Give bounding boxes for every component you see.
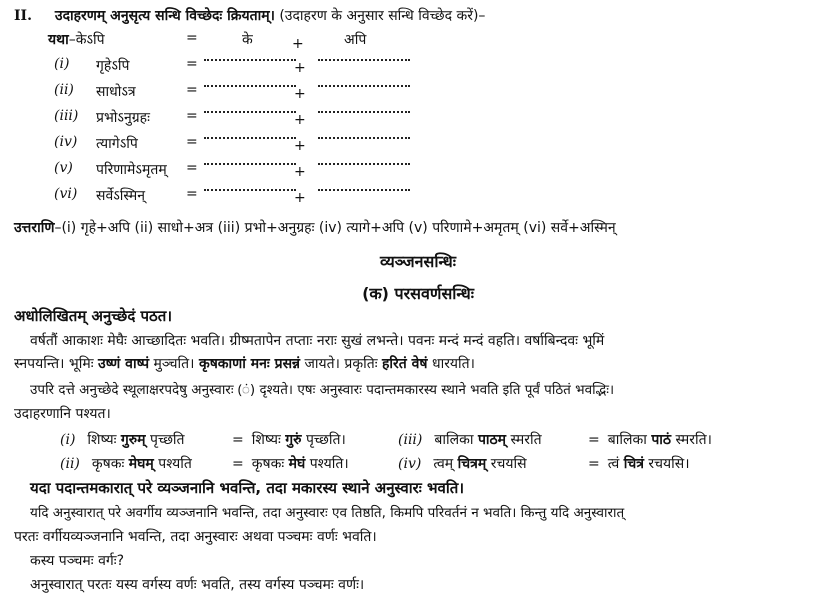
example-original xyxy=(398,430,542,449)
equals-sign: = xyxy=(186,56,198,72)
exercise-number: (i) xyxy=(54,56,70,72)
answer-blank-left[interactable] xyxy=(204,162,296,165)
answer-blank-left[interactable] xyxy=(204,188,296,191)
example-text: पश्यति xyxy=(153,456,192,472)
example-number: (i) xyxy=(60,432,76,448)
example-left-part: के xyxy=(242,32,253,48)
exercise-word: गृहेऽपि xyxy=(96,58,130,74)
answer-blank-left[interactable] xyxy=(204,84,296,87)
para-text: स्नपयन्ति। भूमिः xyxy=(14,356,98,372)
bold-word: मेघम् xyxy=(128,456,154,472)
bold-phrase: उष्णं वाष्पं xyxy=(97,356,150,372)
exercise-word: त्यागेऽपि xyxy=(96,136,138,152)
bold-phrase: हरितं वेषं xyxy=(381,356,428,372)
example-text: शिष्यः xyxy=(251,432,286,448)
exercise-number: (vi) xyxy=(54,186,78,202)
bold-word: पाठं xyxy=(651,432,672,448)
example-text: पृच्छति। xyxy=(301,432,346,448)
answers-text: –(i) गृहे+अपि (ii) साधो+अत्र (iii) प्रभो+अनुग्रहः (iv) त्यागे+अपि (v) परिणामे+अमृतम् (vi) सर्वे+अस्मिन् xyxy=(54,220,616,236)
paragraph-3-line-1: यदि अनुस्वारात् परे अवर्गीय व्यञ्जनानि भवन्ति, तदा अनुस्वारः एव तिष्ठति, किमपि परिवर्तनं न भवति। किन्तु यदि अनुस्वारात् xyxy=(30,505,625,521)
example-text: बालिका xyxy=(607,432,652,448)
example-result xyxy=(588,454,690,473)
exercise-word: साधोऽत्र xyxy=(96,84,136,100)
answer-blank-right[interactable] xyxy=(318,162,410,165)
answer-blank-right[interactable] xyxy=(318,136,410,139)
para-text: जायते। प्रकृतिः xyxy=(300,356,382,372)
answers-label: उत्तराणि xyxy=(14,220,55,236)
equals-sign: = xyxy=(232,432,244,448)
example-original xyxy=(60,454,192,473)
example-result xyxy=(232,454,349,473)
section-title: उदाहरणम् अनुसृत्य सन्धि विच्छेदः क्रियताम्। xyxy=(54,8,275,24)
example-text: पश्यति। xyxy=(305,456,349,472)
example-text: त्वम् xyxy=(433,456,458,472)
example-plus: + xyxy=(292,36,304,52)
plus-sign: + xyxy=(294,138,306,154)
equals-sign: = xyxy=(588,432,600,448)
reading-instruction: अधोलिखितम् अनुच्छेदं पठत। xyxy=(14,307,173,325)
example-original xyxy=(398,454,527,473)
para-text: धारयति। xyxy=(427,356,475,372)
equals-sign: = xyxy=(186,160,198,176)
bold-word: मेघं xyxy=(288,456,306,472)
example-text: त्वं xyxy=(607,456,624,472)
example-number: (ii) xyxy=(60,456,80,472)
answer-blank-right[interactable] xyxy=(318,188,410,191)
paragraph-1-line-1: वर्षतौं आकाशः मेघैः आच्छादितः भवति। ग्रीष्मतापेन तप्ताः नराः सुखं लभन्ते। पवनः मन्दं मन्दं वहति। वर्षाबिन्दवः भूमिं xyxy=(30,333,605,349)
last-line: अनुस्वारात् परतः यस्य वर्गस्य वर्णः भवति, तस्य वर्गस्य पञ्चमः वर्णः। xyxy=(30,577,365,593)
sub-title: (क) परसवर्णसन्धिः xyxy=(362,284,474,303)
example-text: बालिका xyxy=(434,432,478,448)
para-text: मुञ्चति। xyxy=(149,356,199,372)
example-text: शिष्यः xyxy=(87,432,121,448)
equals-sign: = xyxy=(186,186,198,202)
bold-word: गुरुम् xyxy=(120,432,146,448)
plus-sign: + xyxy=(294,112,306,128)
rule-statement: यदा पदान्तमकारात् परे व्यञ्जनानि भवन्ति, तदा मकारस्य स्थाने अनुस्वारः भवति। xyxy=(30,479,465,497)
section-number: II. xyxy=(14,8,32,24)
exercise-number: (ii) xyxy=(54,82,74,98)
example-eq: = xyxy=(186,30,198,46)
example-text: रचयसि xyxy=(486,456,527,472)
main-title: व्यञ्जनसन्धिः xyxy=(380,252,456,271)
example-label: यथा xyxy=(48,32,69,48)
bold-phrase: कृषकाणां मनः प्रसन्नं xyxy=(198,356,301,372)
bold-word: चित्रम् xyxy=(457,456,487,472)
example-row xyxy=(48,30,105,49)
example-text: पृच्छति xyxy=(145,432,185,448)
bold-word: चित्रं xyxy=(623,456,644,472)
example-result xyxy=(232,430,346,449)
answer-blank-left[interactable] xyxy=(204,58,296,61)
section-title-hindi: (उदाहरण के अनुसार सन्धि विच्छेद करें)– xyxy=(279,8,486,24)
exercise-word: प्रभोऽनुग्रहः xyxy=(96,110,150,126)
equals-sign: = xyxy=(588,456,600,472)
example-number: (iv) xyxy=(398,456,422,472)
example-result xyxy=(588,430,712,449)
plus-sign: + xyxy=(294,60,306,76)
paragraph-3-line-2: परतः वर्गीयव्यञ्जनानि भवन्ति, तदा अनुस्वारः अथवा पञ्चमः वर्णः भवति। xyxy=(14,529,377,545)
plus-sign: + xyxy=(294,86,306,102)
plus-sign: + xyxy=(294,190,306,206)
example-right-part: अपि xyxy=(344,32,367,48)
exercise-word: सर्वेऽस्मिन् xyxy=(96,188,145,204)
bold-word: गुरुं xyxy=(285,432,302,448)
exercise-number: (iii) xyxy=(54,108,79,124)
paragraph-2-line-2: उदाहरणानि पश्यत। xyxy=(14,406,111,422)
example-word: –केऽपि xyxy=(68,32,105,48)
example-text: कृषकः xyxy=(251,456,289,472)
example-text: रचयसि। xyxy=(643,456,690,472)
answer-blank-left[interactable] xyxy=(204,136,296,139)
paragraph-1-line-2 xyxy=(14,354,475,373)
question-line: कस्य पञ्चमः वर्गः? xyxy=(30,553,125,569)
bold-word: पाठम् xyxy=(477,432,507,448)
exercise-word: परिणामेऽमृतम् xyxy=(96,162,167,178)
answers-line xyxy=(14,218,616,237)
answer-blank-right[interactable] xyxy=(318,58,410,61)
exercise-number: (v) xyxy=(54,160,73,176)
answer-blank-left[interactable] xyxy=(204,110,296,113)
example-original xyxy=(60,430,185,449)
answer-blank-right[interactable] xyxy=(318,84,410,87)
example-text: स्मरति xyxy=(506,432,542,448)
paragraph-2-line-1: उपरि दत्ते अनुच्छेदे स्थूलाक्षरपदेषु अनुस्वारः (ं) दृश्यते। एषः अनुस्वारः पदान्तमकारस्य स्थाने भवति इति पूर्वं पठितं भवद्भिः। xyxy=(30,382,615,398)
answer-blank-right[interactable] xyxy=(318,110,410,113)
example-text: कृषकः xyxy=(91,456,129,472)
equals-sign: = xyxy=(232,456,244,472)
example-text: स्मरति। xyxy=(671,432,712,448)
example-number: (iii) xyxy=(398,432,423,448)
exercise-number: (iv) xyxy=(54,134,78,150)
section-heading xyxy=(14,6,485,25)
equals-sign: = xyxy=(186,82,198,98)
equals-sign: = xyxy=(186,134,198,150)
plus-sign: + xyxy=(294,164,306,180)
equals-sign: = xyxy=(186,108,198,124)
